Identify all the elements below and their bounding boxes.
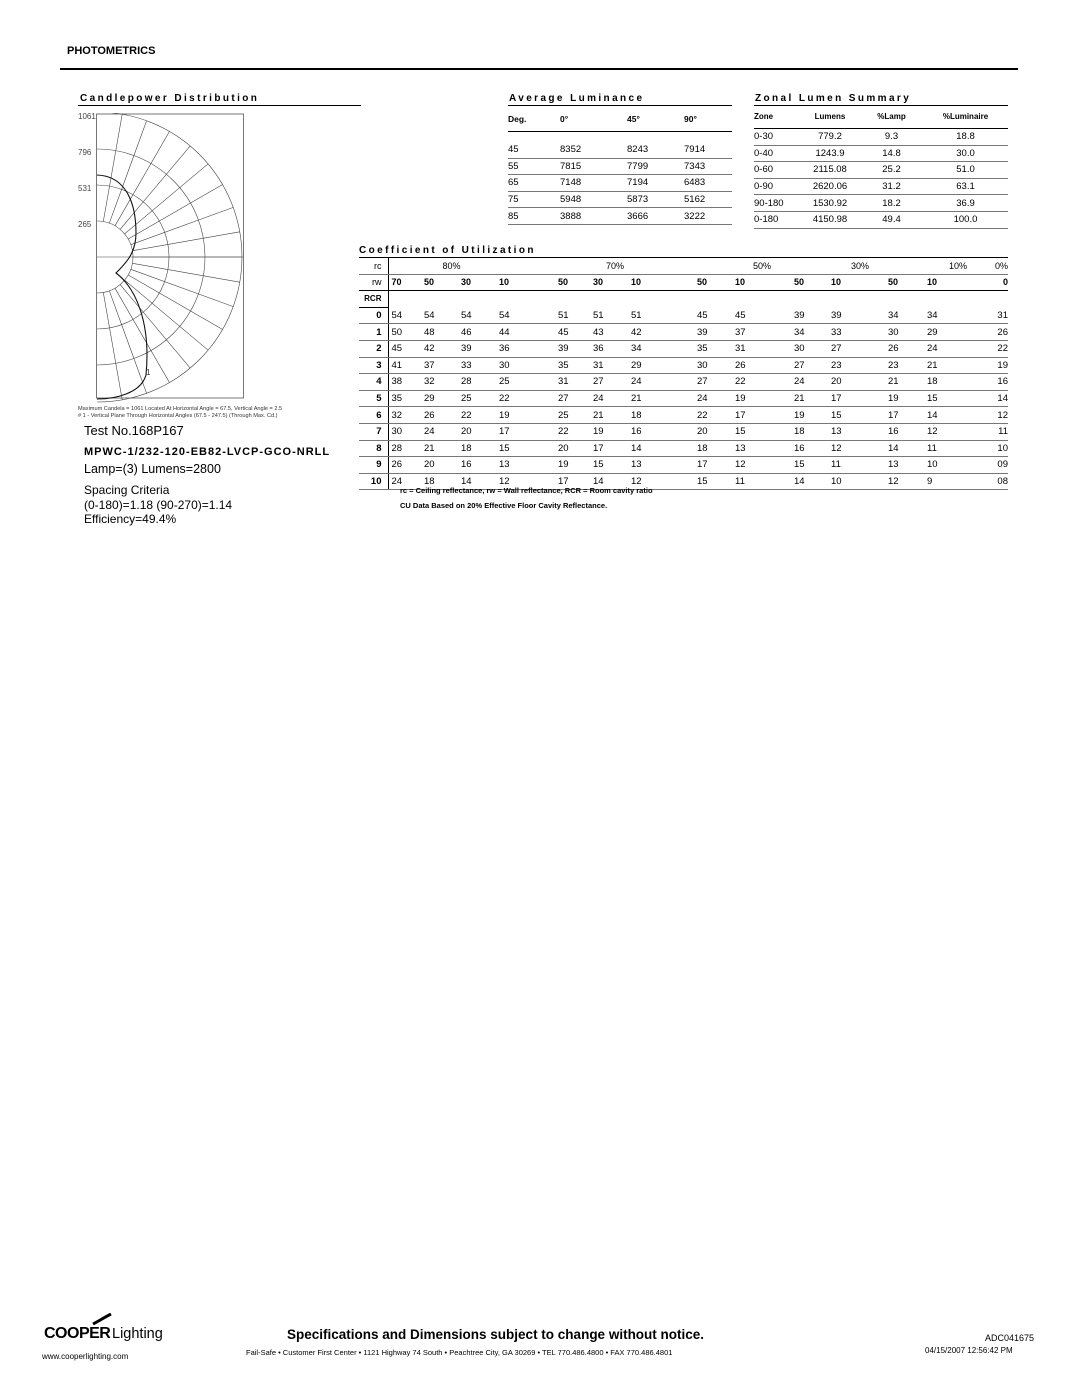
cu-cell: 39 — [831, 307, 888, 324]
cu-cell: 12 — [831, 440, 888, 457]
print-date: 04/15/2007 12:56:42 PM — [925, 1346, 1013, 1355]
polar-spoke — [133, 263, 240, 282]
candela-note — [78, 406, 348, 420]
table-row — [359, 340, 1008, 357]
cu-cell: 34 — [888, 307, 927, 324]
cu-cell: 12 — [735, 457, 794, 474]
cu-cell: 10 — [983, 440, 1008, 457]
cu-cell: 31 — [983, 307, 1008, 324]
cu-cell: 13 — [831, 423, 888, 440]
cu-cell: 28 — [461, 374, 499, 391]
polar-spoke — [109, 291, 146, 394]
cu-cell: 13 — [631, 457, 697, 474]
cu-cell: 34 — [794, 324, 831, 341]
cu-cell: 16 — [983, 374, 1008, 391]
cu-cell: 21 — [631, 390, 697, 407]
cu-cell: 41 — [388, 357, 424, 374]
candlepower-title: Candlepower Distribution — [80, 93, 260, 104]
cu-cell: 17 — [831, 390, 888, 407]
rc-10: 10% — [888, 258, 983, 274]
cu-cell: 27 — [558, 390, 593, 407]
cu-cell: 14 — [794, 473, 831, 490]
table-row — [359, 440, 1008, 457]
luminance-title: Average Luminance — [509, 93, 645, 104]
cu-cell: 30 — [794, 340, 831, 357]
table-row: 0-60 2115.08 25.2 51.0 — [754, 162, 1008, 179]
cu-cell: 24 — [631, 374, 697, 391]
cu-cell: 24 — [593, 390, 631, 407]
cu-cell: 13 — [735, 440, 794, 457]
cu-cell: 27 — [831, 340, 888, 357]
test-number: Test No.168P167 — [84, 423, 184, 438]
cu-cell: 25 — [499, 374, 558, 391]
scale-label-265: 265 — [78, 220, 92, 229]
cu-cell: 46 — [461, 324, 499, 341]
spacing-label: Spacing Criteria — [84, 483, 170, 497]
cu-cell: 54 — [388, 307, 424, 324]
cu-cell: 18 — [927, 374, 983, 391]
cu-cell: 17 — [558, 473, 593, 490]
polar-spoke — [103, 114, 122, 221]
polar-ring — [97, 113, 242, 402]
cu-cell: 20 — [697, 423, 735, 440]
cu-cell: 29 — [631, 357, 697, 374]
cu-cell: 28 — [388, 440, 424, 457]
cu-cell: 17 — [593, 440, 631, 457]
page-title: PHOTOMETRICS — [67, 45, 156, 57]
candela-note-line2: # 1 - Vertical Plane Through Horizontal Angles (67.5 - 247.5) (Through Max. Cd.) — [78, 413, 278, 419]
table-row: 75 5948 5873 5162 — [508, 191, 732, 208]
cu-table: rc 80% 70% 50% 30% 10% 0% rw 70 50 30 10 50 30 10 50 10 50 10 50 10 0 RCR 0 54 54 54 54 51 51 51 45 45 39 39 34 34 31 1 50 48 46 44 45 43 42 39 37 34 33 30 29 26 2 45 42 39 36 39 36 34 35 31 30 27 26 24 22 3 41 37 33 30 35 31 29 30 26 27 23 23 21 19 4 38 32 28 25 31 27 24 27 22 24 20 21 18 16 5 35 29 25 22 27 24 21 24 19 21 17 19 15 14 6 32 26 22 19 25 21 18 22 17 19 15 17 14 12 7 30 24 20 17 22 19 16 20 15 18 13 16 12 11 8 28 21 18 15 20 17 14 18 13 16 12 14 11 10 9 26 20 16 13 19 15 13 17 12 15 11 13 10 09 10 24 18 14 12 17 14 12 15 11 14 10 12 9 08 — [359, 258, 1008, 490]
rcr-value: 7 — [359, 423, 388, 440]
doc-id: ADC041675 — [985, 1333, 1035, 1343]
cu-cell: 9 — [927, 473, 983, 490]
cu-cell: 25 — [461, 390, 499, 407]
cu-cell: 15 — [794, 457, 831, 474]
address-line: Fail-Safe • Customer First Center • 1121 Highway 74 South • Peachtree City, GA 30269 • TEL 770.486.4800 • FAX 770.486.4801 — [246, 1348, 673, 1357]
rcr-value: 3 — [359, 357, 388, 374]
cu-cell: 27 — [593, 374, 631, 391]
luminance-header: 90° — [684, 107, 732, 132]
cu-cell: 44 — [499, 324, 558, 341]
header-rule — [60, 68, 1018, 70]
luminance-rule — [508, 105, 732, 106]
cu-cell: 15 — [593, 457, 631, 474]
cu-cell: 45 — [388, 340, 424, 357]
cu-cell: 24 — [697, 390, 735, 407]
curve-label: 1 — [146, 368, 151, 377]
cu-cell: 22 — [697, 407, 735, 424]
polar-diagram — [96, 113, 246, 403]
rcr-value: 8 — [359, 440, 388, 457]
cu-cell: 54 — [424, 307, 461, 324]
cu-cell: 45 — [558, 324, 593, 341]
cu-cell: 23 — [888, 357, 927, 374]
rw-label: rw — [359, 274, 388, 291]
cu-cell: 35 — [697, 340, 735, 357]
rcr-label: RCR — [359, 291, 388, 308]
cu-cell: 19 — [794, 407, 831, 424]
cu-cell: 34 — [927, 307, 983, 324]
catalog-number: MPWC-1/232-120-EB82-LVCP-GCO-NRLL — [84, 446, 331, 458]
cu-cell: 15 — [697, 473, 735, 490]
cu-cell: 08 — [983, 473, 1008, 490]
polar-spoke — [103, 293, 122, 400]
cu-cell: 11 — [735, 473, 794, 490]
brand-name: COOPER — [44, 1325, 111, 1342]
cu-cell: 30 — [388, 423, 424, 440]
polar-spoke — [115, 288, 170, 382]
table-row: 0-90 2620.06 31.2 63.1 — [754, 178, 1008, 195]
rc-label: rc — [359, 258, 388, 274]
zonal-header: Zone — [754, 104, 800, 129]
scale-label-1061: 1061 — [78, 112, 96, 121]
cu-cell: 09 — [983, 457, 1008, 474]
cu-title: Coefficient of Utilization — [359, 245, 536, 256]
cu-cell: 14 — [888, 440, 927, 457]
rc-50: 50% — [697, 258, 794, 274]
cu-cell: 23 — [831, 357, 888, 374]
cu-cell: 24 — [388, 473, 424, 490]
cu-cell: 12 — [499, 473, 558, 490]
rc-70: 70% — [558, 258, 697, 274]
table-row: 55 7815 7799 7343 — [508, 158, 732, 175]
cu-cell: 32 — [388, 407, 424, 424]
cu-cell: 37 — [735, 324, 794, 341]
cu-cell: 18 — [424, 473, 461, 490]
cu-cell: 18 — [631, 407, 697, 424]
cu-cell: 10 — [927, 457, 983, 474]
rcr-value: 5 — [359, 390, 388, 407]
website-link[interactable]: www.cooperlighting.com — [42, 1352, 129, 1361]
cu-cell: 11 — [983, 423, 1008, 440]
efficiency: Efficiency=49.4% — [84, 512, 177, 526]
table-row — [359, 324, 1008, 341]
cu-cell: 21 — [593, 407, 631, 424]
cu-cell: 26 — [983, 324, 1008, 341]
zonal-title: Zonal Lumen Summary — [755, 93, 912, 104]
cu-cell: 33 — [461, 357, 499, 374]
table-row — [359, 307, 1008, 324]
rc-80: 80% — [388, 258, 558, 274]
zonal-table — [754, 104, 1008, 229]
polar-spoke — [131, 269, 234, 306]
polar-spoke — [133, 232, 240, 251]
cu-cell: 22 — [735, 374, 794, 391]
cu-cell: 32 — [424, 374, 461, 391]
rc-30: 30% — [794, 258, 888, 274]
cu-cell: 27 — [794, 357, 831, 374]
cu-cell: 24 — [424, 423, 461, 440]
cu-cell: 39 — [697, 324, 735, 341]
rcr-value: 0 — [359, 307, 388, 324]
cu-cell: 45 — [697, 307, 735, 324]
cu-cell: 48 — [424, 324, 461, 341]
cu-cell: 39 — [558, 340, 593, 357]
cu-cell: 18 — [697, 440, 735, 457]
cu-cell: 20 — [424, 457, 461, 474]
cu-cell: 54 — [461, 307, 499, 324]
cu-cell: 30 — [697, 357, 735, 374]
rcr-value: 10 — [359, 473, 388, 490]
table-row — [359, 374, 1008, 391]
cu-cell: 30 — [499, 357, 558, 374]
candlepower-rule — [78, 105, 361, 106]
cu-cell: 22 — [558, 423, 593, 440]
cu-cell: 12 — [927, 423, 983, 440]
cu-cell: 37 — [424, 357, 461, 374]
table-row — [359, 390, 1008, 407]
table-row — [359, 407, 1008, 424]
cu-cell: 20 — [461, 423, 499, 440]
cu-cell: 39 — [794, 307, 831, 324]
polar-spoke — [128, 275, 222, 330]
cu-cell: 31 — [735, 340, 794, 357]
cu-cell: 15 — [735, 423, 794, 440]
cu-cell: 27 — [697, 374, 735, 391]
polar-spoke — [131, 207, 234, 244]
cu-cell: 33 — [831, 324, 888, 341]
polar-grid — [97, 113, 243, 402]
cu-cell: 54 — [499, 307, 558, 324]
cu-cell: 36 — [499, 340, 558, 357]
scale-label-531: 531 — [78, 184, 92, 193]
cu-cell: 51 — [558, 307, 593, 324]
cu-cell: 26 — [735, 357, 794, 374]
cu-cell: 10 — [831, 473, 888, 490]
cu-legend: rc = Ceiling reflectance, rw = Wall reflectance, RCR = Room cavity ratio — [400, 486, 653, 495]
cu-cell: 16 — [631, 423, 697, 440]
lamp-info: Lamp=(3) Lumens=2800 — [84, 462, 221, 476]
disclaimer: Specifications and Dimensions subject to change without notice. — [287, 1327, 705, 1342]
cu-cell: 19 — [499, 407, 558, 424]
cu-cell: 35 — [558, 357, 593, 374]
luminance-header: Deg. — [508, 107, 560, 132]
table-row: 90-180 1530.92 18.2 36.9 — [754, 195, 1008, 212]
cu-cell: 50 — [388, 324, 424, 341]
cu-cell: 19 — [983, 357, 1008, 374]
luminance-header: 45° — [627, 107, 684, 132]
polar-spoke — [115, 131, 170, 225]
cu-cell: 21 — [424, 440, 461, 457]
cu-cell: 17 — [499, 423, 558, 440]
cu-cell: 22 — [983, 340, 1008, 357]
cu-cell: 12 — [631, 473, 697, 490]
zonal-header: %Lamp — [860, 104, 923, 129]
cu-cell: 21 — [794, 390, 831, 407]
cu-cell: 11 — [831, 457, 888, 474]
cu-cell: 38 — [388, 374, 424, 391]
rcr-value: 1 — [359, 324, 388, 341]
cu-cell: 15 — [927, 390, 983, 407]
cu-cell: 26 — [888, 340, 927, 357]
luminance-table — [508, 107, 732, 225]
logo-swoosh-icon — [91, 1313, 113, 1325]
cu-cell: 13 — [888, 457, 927, 474]
cu-cell: 35 — [388, 390, 424, 407]
cu-cell: 17 — [888, 407, 927, 424]
cu-cell: 22 — [499, 390, 558, 407]
cu-cell: 19 — [888, 390, 927, 407]
cu-cell: 14 — [631, 440, 697, 457]
cu-cell: 26 — [424, 407, 461, 424]
cooper-logo[interactable] — [44, 1313, 174, 1347]
table-row: 0-30 779.2 9.3 18.8 — [754, 129, 1008, 146]
cu-cell: 20 — [558, 440, 593, 457]
luminance-header: 0° — [560, 107, 627, 132]
cu-cell: 17 — [735, 407, 794, 424]
scale-label-796: 796 — [78, 148, 92, 157]
cu-cell: 19 — [558, 457, 593, 474]
cu-cell: 18 — [461, 440, 499, 457]
cu-cell: 31 — [558, 374, 593, 391]
cu-cell: 22 — [461, 407, 499, 424]
table-row: 65 7148 7194 6483 — [508, 175, 732, 192]
table-row: 85 3888 3666 3222 — [508, 208, 732, 225]
table-row: 0-180 4150.98 49.4 100.0 — [754, 211, 1008, 228]
cu-cell: 45 — [735, 307, 794, 324]
cu-cell: 25 — [558, 407, 593, 424]
table-row: 0-40 1243.9 14.8 30.0 — [754, 145, 1008, 162]
cu-cell: 26 — [388, 457, 424, 474]
cu-cell: 13 — [499, 457, 558, 474]
cu-cell: 15 — [499, 440, 558, 457]
cu-cell: 36 — [593, 340, 631, 357]
cu-cell: 20 — [831, 374, 888, 391]
rcr-value: 2 — [359, 340, 388, 357]
cu-cell: 16 — [461, 457, 499, 474]
cu-cell: 51 — [593, 307, 631, 324]
cu-cell: 29 — [424, 390, 461, 407]
candela-note-line1: Maximum Candela = 1061 Located At Horizontal Angle = 67.5, Vertical Angle = 2.5 — [78, 406, 283, 412]
cu-note: CU Data Based on 20% Effective Floor Cavity Reflectance. — [400, 501, 608, 510]
cu-cell: 42 — [631, 324, 697, 341]
cu-cell: 21 — [927, 357, 983, 374]
table-row: 45 8352 8243 7914 — [508, 142, 732, 158]
cu-cell: 12 — [983, 407, 1008, 424]
cu-cell: 11 — [927, 440, 983, 457]
table-row — [359, 357, 1008, 374]
cu-cell: 30 — [888, 324, 927, 341]
cu-cell: 42 — [424, 340, 461, 357]
cu-cell: 19 — [735, 390, 794, 407]
cu-cell: 12 — [888, 473, 927, 490]
cu-cell: 29 — [927, 324, 983, 341]
cu-cell: 15 — [831, 407, 888, 424]
polar-spoke — [128, 185, 222, 240]
rc-0: 0% — [983, 258, 1008, 274]
cu-cell: 14 — [983, 390, 1008, 407]
cu-cell: 31 — [593, 357, 631, 374]
zonal-header: Lumens — [800, 104, 860, 129]
cu-cell: 17 — [697, 457, 735, 474]
polar-frame — [97, 114, 244, 398]
cu-cell: 34 — [631, 340, 697, 357]
cu-cell: 39 — [461, 340, 499, 357]
cu-cell: 21 — [888, 374, 927, 391]
polar-spoke — [109, 121, 146, 224]
cu-cell: 19 — [593, 423, 631, 440]
zonal-header: %Luminaire — [923, 104, 1008, 129]
cu-cell: 16 — [888, 423, 927, 440]
table-row — [359, 457, 1008, 474]
rcr-value: 6 — [359, 407, 388, 424]
cu-cell: 43 — [593, 324, 631, 341]
cu-cell: 14 — [593, 473, 631, 490]
brand-suffix: Lighting — [112, 1326, 163, 1342]
cu-cell: 51 — [631, 307, 697, 324]
cu-cell: 24 — [927, 340, 983, 357]
rcr-value: 4 — [359, 374, 388, 391]
cu-cell: 24 — [794, 374, 831, 391]
spacing-values: (0-180)=1.18 (90-270)=1.14 — [84, 498, 233, 512]
cu-cell: 14 — [927, 407, 983, 424]
cu-cell: 18 — [794, 423, 831, 440]
table-row — [359, 423, 1008, 440]
cu-cell: 16 — [794, 440, 831, 457]
rcr-value: 9 — [359, 457, 388, 474]
cu-cell: 14 — [461, 473, 499, 490]
